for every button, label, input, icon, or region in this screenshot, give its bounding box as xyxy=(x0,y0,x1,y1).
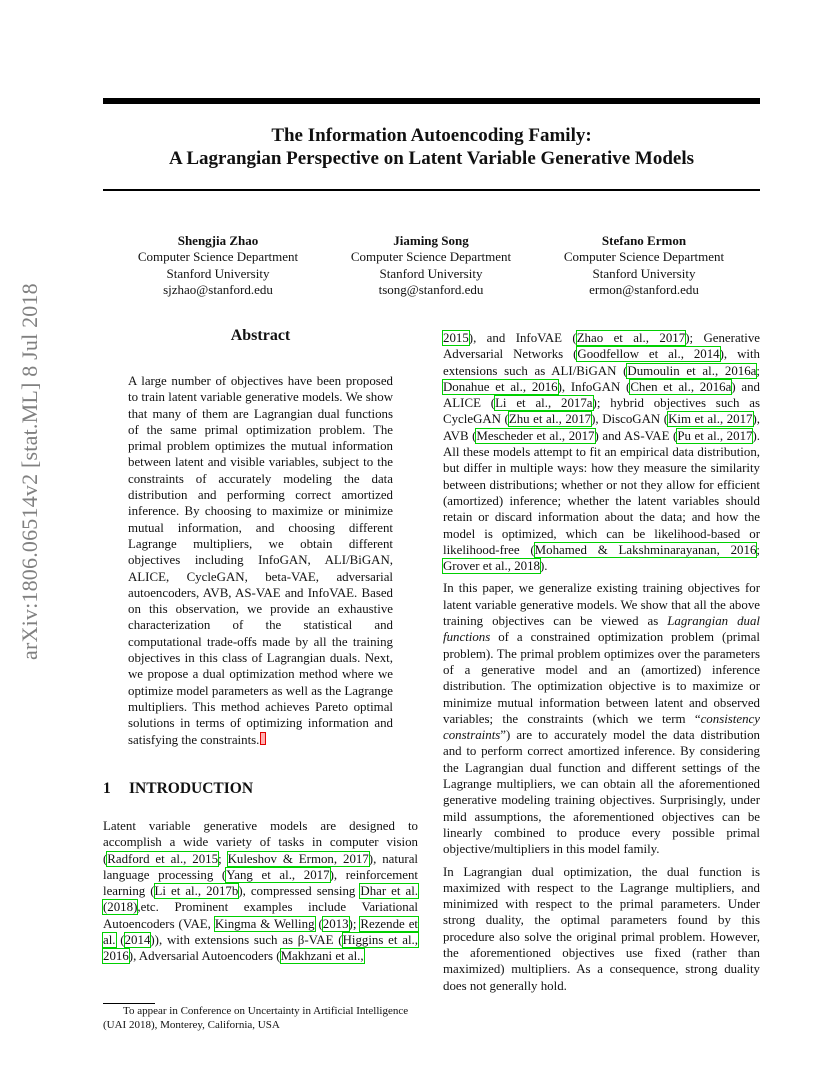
annotation-marker[interactable] xyxy=(260,732,266,745)
abstract-text: A large number of objectives have been proposed to train latent variable generative models. We show that many of them are Lagrangian dual functions of the same primal optimization problem. The primal problem optimizes the mutual information between latent and visible variables, subject to the constraints of accurately modeling the data distribution and performing correct amortized inference. By choosing to maximize or minimize mutual information, and choosing different Lagrange multipliers, we obtain different objectives including InfoGAN, ALI/BiGAN, ALICE, CycleGAN, beta-VAE, adversarial autoencoders, AVB, AS-VAE and InfoVAE. Based on this observation, we provide an exhaustive characterization of the statistical and computational trade-offs made by all the training objectives in this class of Lagrangian duals. Next, we propose a dual optimization method where we optimize model parameters as well as the Lagrange multipliers. This method achieves Pareto optimal solutions in terms of optimizing information and satisfying the constraints. xyxy=(128,374,393,747)
text: ); xyxy=(348,916,361,931)
text: ), natural language processing ( xyxy=(103,851,418,882)
text: ); Generative Adversarial Networks ( xyxy=(443,331,760,362)
citation-link[interactable]: Mescheder et al., 2017 xyxy=(476,428,595,443)
author-email: ermon@stanford.edu xyxy=(589,281,699,297)
author-email: sjzhao@stanford.edu xyxy=(163,281,273,297)
citation-link[interactable]: 2013 xyxy=(322,916,349,931)
text: ), Adversarial Autoencoders ( xyxy=(128,949,281,964)
top-rule xyxy=(103,98,760,104)
section-number: 1 xyxy=(103,780,111,797)
text: ), compressed sensing xyxy=(238,884,361,899)
citation-link[interactable]: Grover et al., 2018 xyxy=(443,559,541,574)
citation-link[interactable]: Kingma & Welling xyxy=(214,916,315,931)
text: ), InfoGAN ( xyxy=(557,379,631,394)
abstract-body xyxy=(128,373,393,748)
title-bottom-rule xyxy=(103,189,760,191)
text: ; xyxy=(756,542,760,557)
text: ,etc. Prominent examples include Variational Autoencoders (VAE, xyxy=(103,900,418,931)
citation-link[interactable]: Li et al., 2017b xyxy=(154,884,239,899)
author-2 xyxy=(321,233,541,298)
title-line-2: A Lagrangian Perspective on Latent Variable Generative Models xyxy=(168,148,695,169)
introduction-body xyxy=(103,818,418,965)
citation-link[interactable]: Rezende et al. xyxy=(103,916,418,948)
paragraph xyxy=(443,864,760,994)
author-univ: Stanford University xyxy=(592,265,696,281)
section-heading-introduction xyxy=(103,780,253,798)
title-line-1: The Information Autoencoding Family: xyxy=(271,125,592,146)
citation-link[interactable]: Zhao et al., 2017 xyxy=(576,331,686,345)
author-univ: Stanford University xyxy=(166,265,270,281)
citation-link[interactable]: 2015 xyxy=(443,331,469,345)
citation-link[interactable]: Pu et al., 2017 xyxy=(677,428,753,443)
citation-link[interactable]: Higgins et al., 2016 xyxy=(103,933,418,964)
citation-link[interactable]: Goodfellow et al., 2014 xyxy=(577,347,720,362)
text: ). All these models attempt to fit an empirical data distribution, but differ in multiple ways: how they measure the similarity between distributions; whether or not they allow for efficient (amortized) inference; whether the latent variables should retain or discard information about the data; and how the model is optimized, which can be likelihood-based or likelihood-free ( xyxy=(443,428,760,557)
text: In Lagrangian dual optimization, the dual function is maximized with respect to the Lagrange multipliers, and minimized with respect to the primal parameters. Under strong duality, the optimal parameters found by this procedure also solve the original primal problem. However, the aforementioned objectives use fixed (rather than maximized) multipliers. As a consequence, strong duality does not generally hold. xyxy=(443,864,760,993)
citation-link[interactable]: Kim et al., 2017 xyxy=(668,412,753,427)
citation-link[interactable]: Mohamed & Lakshminarayanan, 2016 xyxy=(534,542,757,557)
footnote: To appear in Conference on Uncertainty in Artificial Intelligence (UAI 2018), Monterey, California, USA xyxy=(103,1005,409,1031)
author-email: tsong@stanford.edu xyxy=(378,281,484,297)
right-column xyxy=(443,330,760,994)
text: ”) are to accurately model the data distribution and to perform correct amortized inference. By considering the Lagrangian dual function and different settings of the Lagrange multipliers, we can obtain all the aforementioned generative modeling training objectives. Surprisingly, under mild assumptions, the aforementioned objectives can be linearly combined to produce every possible primal objective/multipliers in this model family. xyxy=(443,728,760,857)
citation-link[interactable]: Radford et al., 2015 xyxy=(107,851,219,866)
author-dept: Computer Science Department xyxy=(350,249,512,265)
citation-link[interactable]: Donahue et al., 2016 xyxy=(443,379,558,394)
citation-link[interactable]: 2014 xyxy=(124,933,151,948)
author-name: Stefano Ermon xyxy=(601,233,687,248)
text: ), AVB ( xyxy=(443,412,761,443)
text: ), reinforcement learning ( xyxy=(103,867,418,899)
abstract-heading: Abstract xyxy=(230,327,291,344)
text: ), with extensions such as ALI/BiGAN ( xyxy=(443,347,761,378)
emphasis: Lagrangian dual functions xyxy=(443,614,760,645)
paragraph xyxy=(103,818,418,965)
author-dept: Computer Science Department xyxy=(137,249,299,265)
text: )), with extensions such as β-VAE ( xyxy=(150,933,343,948)
citation-link[interactable]: Chen et al., 2016a xyxy=(630,379,732,394)
emphasis: consistency constraints xyxy=(443,711,760,743)
arxiv-stamp: arXiv:1806.06514v2 [stat.ML] 8 Jul 2018 xyxy=(17,283,42,660)
text: ) and AS-VAE ( xyxy=(594,428,678,443)
author-3 xyxy=(534,233,754,298)
citation-link[interactable]: Makhzani et al., xyxy=(280,949,364,964)
author-name: Shengjia Zhao xyxy=(177,233,259,248)
citation-link[interactable]: Dumoulin et al., 2016a xyxy=(627,363,757,378)
citation-link[interactable]: Zhu et al., 2017 xyxy=(508,412,592,427)
citation-link[interactable]: Kuleshov & Ermon, 2017 xyxy=(227,851,369,866)
paragraph xyxy=(443,580,760,857)
text: of a constrained optimization problem (primal problem). The primal problem optimizes over the parameters of a generative model and an (amortized) inference distribution. The optimization objective is to maximize or minimize mutual information between latent and observed variables; the constraints (which we term “ xyxy=(443,630,760,726)
text: ); hybrid objectives such as CycleGAN ( xyxy=(443,396,760,427)
text: ), and InfoVAE ( xyxy=(468,331,577,345)
text: ( xyxy=(314,916,323,931)
text: ; xyxy=(756,363,760,378)
text: ( xyxy=(115,933,125,948)
paper-title xyxy=(103,124,760,170)
author-name: Jiaming Song xyxy=(393,233,469,248)
citation-link[interactable]: Dhar et al. (2018) xyxy=(103,884,419,915)
text: ). xyxy=(540,559,548,574)
author-dept: Computer Science Department xyxy=(563,249,725,265)
text: Latent variable generative models are designed to accomplish a wide variety of tasks in computer vision ( xyxy=(103,819,418,866)
section-title: INTRODUCTION xyxy=(129,780,254,797)
text: In this paper, we generalize existing training objectives for latent variable generative models. We show that all the above training objectives can be viewed as xyxy=(443,581,760,629)
citation-link[interactable]: Li et al., 2017a xyxy=(495,396,593,411)
text: ; xyxy=(218,851,228,866)
author-1 xyxy=(108,233,328,298)
citation-link[interactable]: Yang et al., 2017 xyxy=(226,867,330,882)
text: ) and ALICE ( xyxy=(443,379,760,411)
paragraph xyxy=(443,330,760,574)
text: ), DiscoGAN ( xyxy=(591,412,669,427)
author-univ: Stanford University xyxy=(379,265,483,281)
